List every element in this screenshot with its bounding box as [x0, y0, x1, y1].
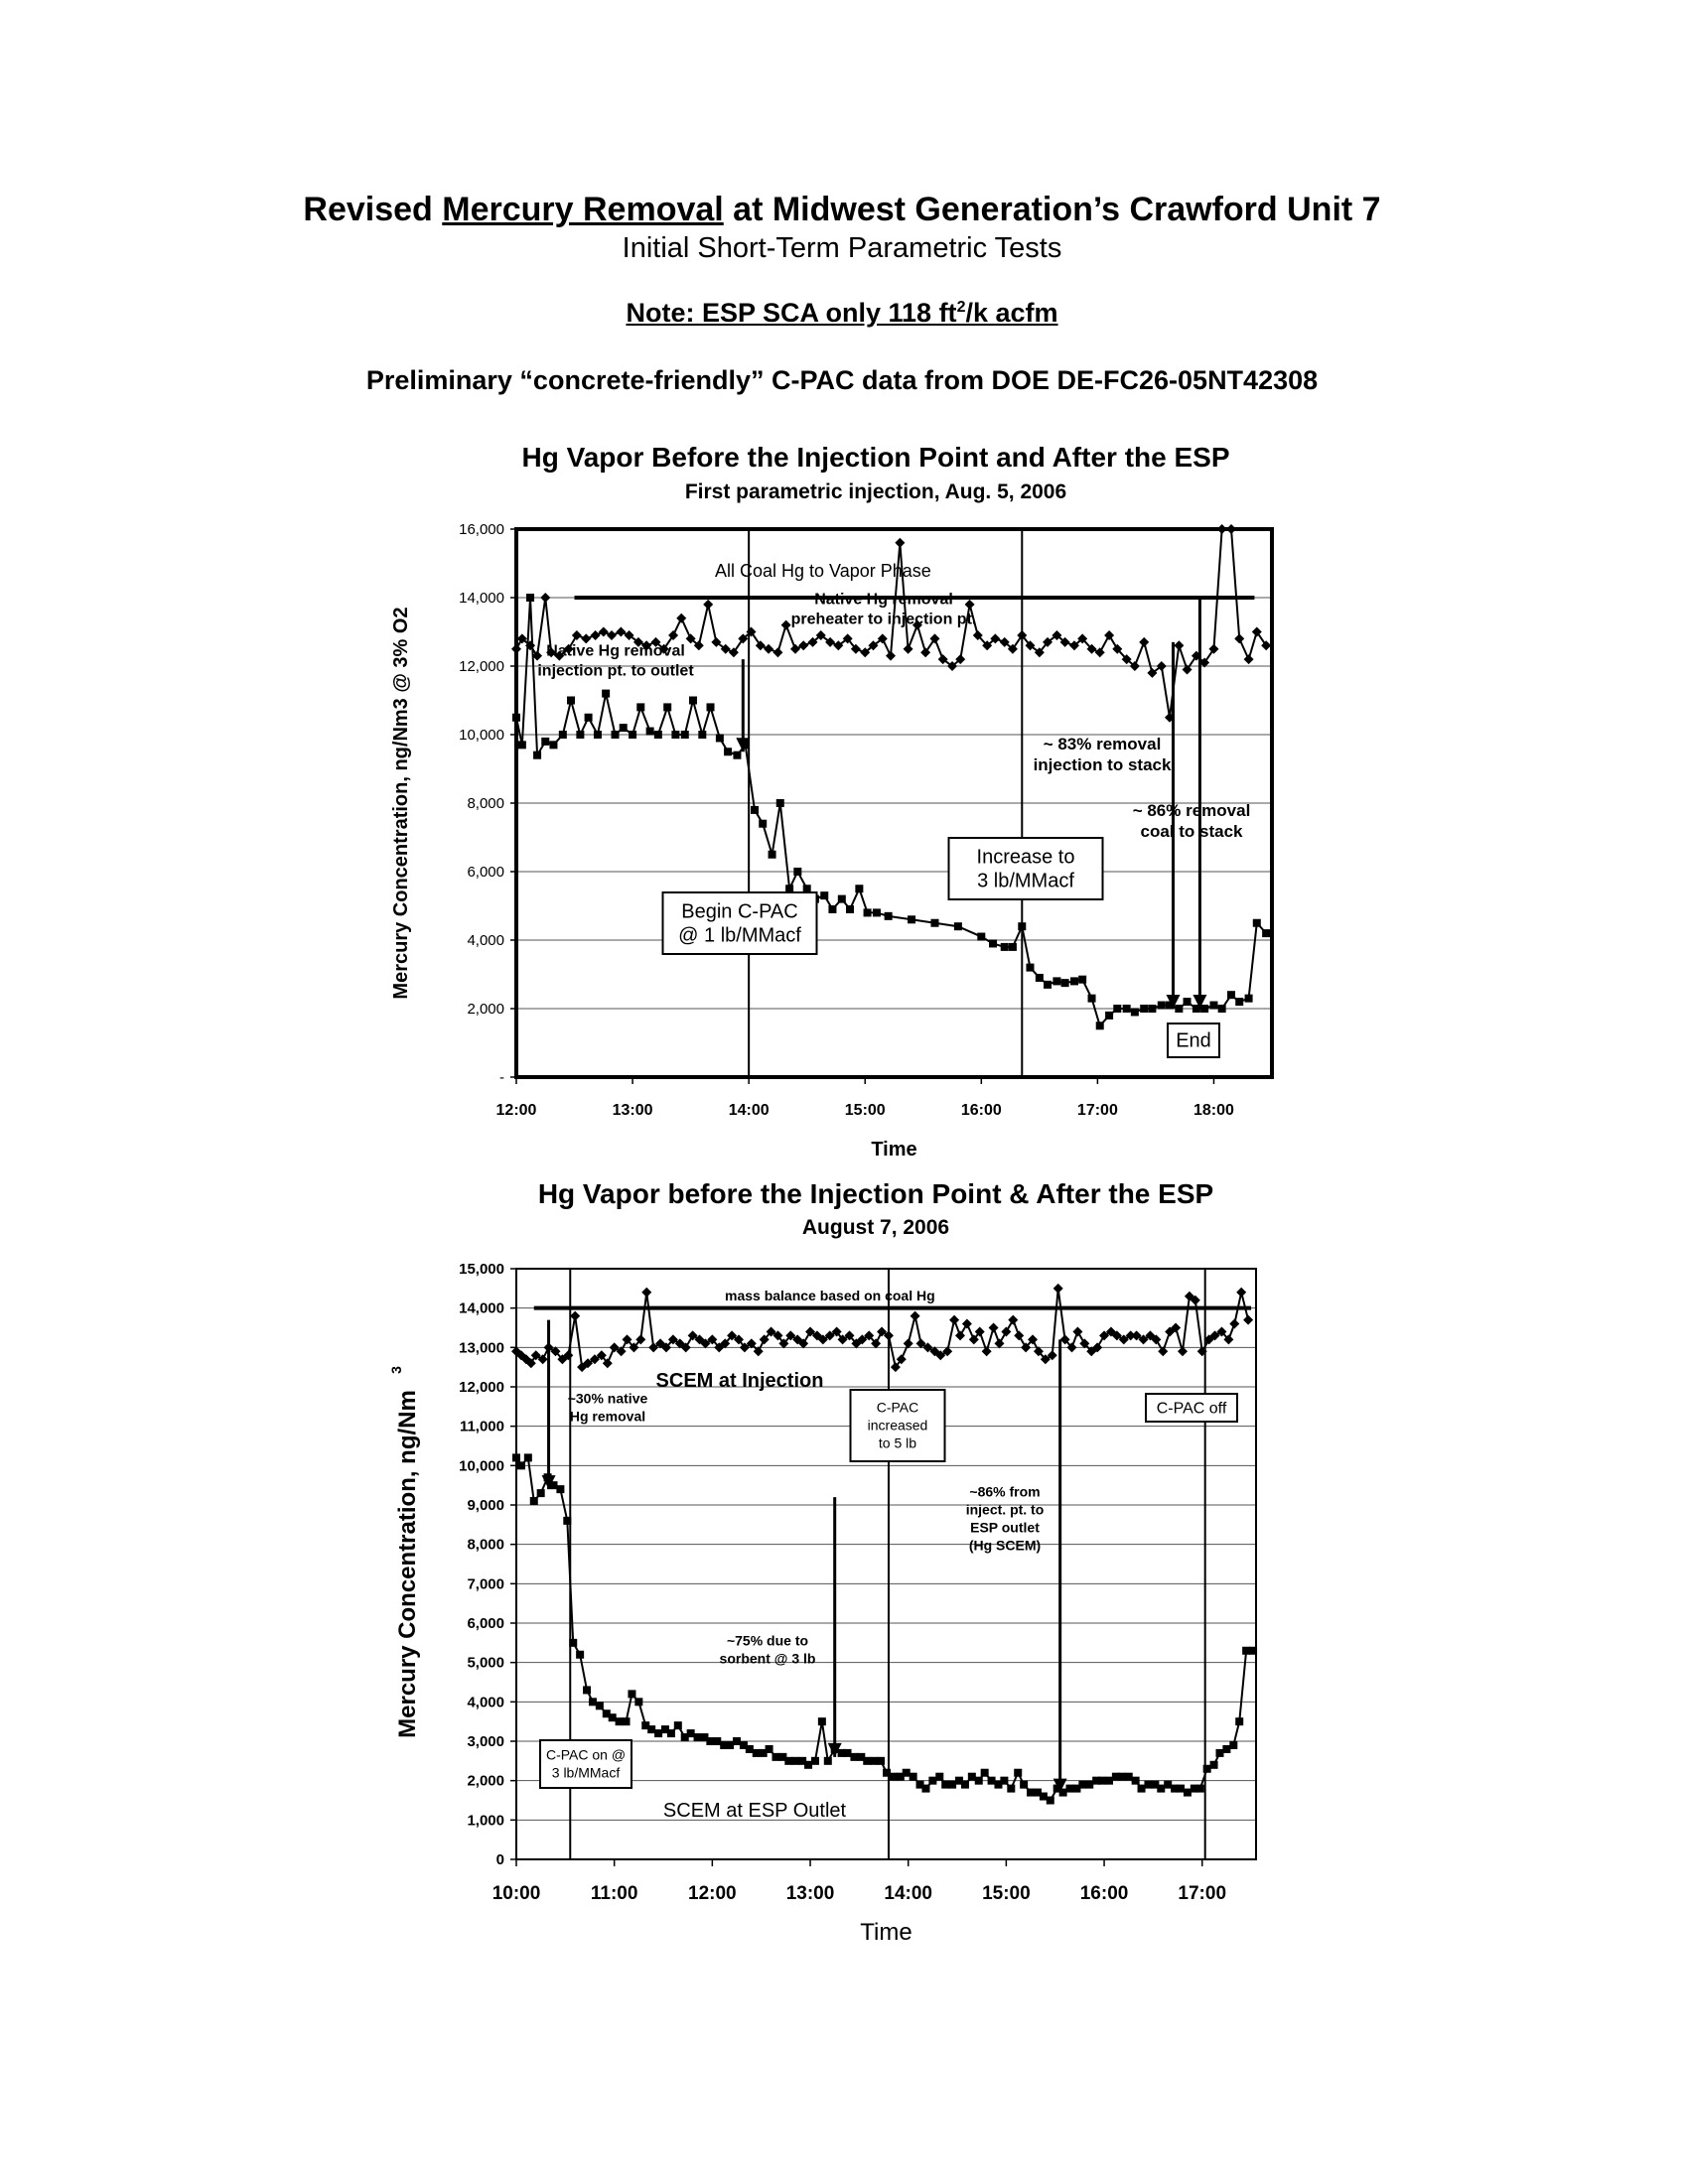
y-tick-label: 15,000 [459, 1261, 504, 1278]
note-pre: Note: ESP SCA only 118 ft [626, 298, 957, 328]
data-point-square [903, 1769, 911, 1777]
data-point-diamond [641, 1288, 651, 1297]
data-point-square [870, 1757, 878, 1765]
x-tick-label: 14:00 [728, 1102, 770, 1119]
annotation-line: Native Hg removal [546, 642, 685, 660]
annotation-text [720, 1633, 816, 1667]
data-point-square [1066, 1785, 1074, 1793]
data-point-square [1059, 1789, 1067, 1797]
y-tick-label: 14,000 [459, 1299, 504, 1317]
y-tick-label: 11,000 [459, 1418, 504, 1435]
x-tick-label: 15:00 [844, 1102, 886, 1119]
reference-line-label: mass balance based on coal Hg [725, 1288, 935, 1303]
annotation-line: C-PAC on @ [545, 1746, 627, 1763]
data-point-square [1078, 1781, 1086, 1789]
y-tick-label: 0 [495, 1851, 504, 1868]
y-tick-label: 1,000 [467, 1812, 504, 1830]
annotation-line: increased [867, 1417, 928, 1433]
data-point-square [948, 1781, 956, 1789]
data-point-square [1164, 1781, 1172, 1789]
data-point-square [589, 1698, 597, 1706]
y-axis-label-sup: 3 [388, 1366, 404, 1374]
annotation-line: injection pt. to outlet [537, 662, 694, 680]
data-point-square [824, 1757, 832, 1765]
data-point-square [524, 1453, 532, 1461]
annotation-line: inject. pt. to [965, 1501, 1045, 1518]
data-point-square [634, 1698, 642, 1706]
data-point-square [726, 1741, 734, 1749]
data-point-square [596, 1702, 604, 1709]
data-point-diamond [955, 1330, 965, 1340]
y-tick-label: 5,000 [467, 1654, 504, 1672]
data-point-square [733, 1737, 741, 1745]
y-tick-label: 7,000 [467, 1575, 504, 1593]
data-point-square [988, 1777, 996, 1785]
data-point-square [961, 1781, 969, 1789]
annotation-line: injection to stack [1033, 755, 1172, 775]
data-point-square [921, 1785, 929, 1793]
data-point-square [850, 1753, 858, 1761]
y-tick-label: 9,000 [467, 1497, 504, 1514]
data-point-square [1014, 1769, 1022, 1777]
data-point-square [530, 1497, 538, 1505]
data-point-diamond [962, 1319, 972, 1329]
data-point-square [694, 1733, 702, 1741]
data-point-square [941, 1781, 949, 1789]
annotation-line: ~ 83% removal [1043, 735, 1162, 754]
data-point-square [1177, 1785, 1185, 1793]
chart-title: Hg Vapor before the Injection Point & After the ESP [537, 1178, 1214, 1209]
x-tick-label: 13:00 [785, 1883, 835, 1904]
data-point-square [1138, 1785, 1146, 1793]
data-point-square [1215, 1749, 1223, 1757]
y-tick-label: 8,000 [467, 795, 504, 812]
data-point-square [1105, 1777, 1113, 1785]
y-tick-label: 12,000 [459, 1379, 504, 1396]
data-point-square [674, 1721, 682, 1729]
data-point-square [628, 1690, 635, 1698]
data-point-square [687, 1729, 695, 1737]
data-point-square [549, 1481, 557, 1489]
data-point-square [1184, 1789, 1192, 1797]
data-point-diamond [570, 1311, 580, 1321]
annotation-text [1157, 1400, 1227, 1417]
data-point-square [1210, 1761, 1218, 1769]
data-point-square [928, 1777, 936, 1785]
data-point-square [975, 1777, 983, 1785]
data-point-square [667, 1729, 675, 1737]
y-tick-label: 6,000 [467, 864, 504, 881]
data-point-square [804, 1761, 812, 1769]
title-post: at Midwest Generation’s Crawford Unit 7 [723, 191, 1381, 228]
data-point-square [1222, 1745, 1230, 1753]
data-point-diamond [1014, 1330, 1024, 1340]
data-point-diamond [1008, 1315, 1018, 1325]
y-tick-label: 16,000 [459, 521, 504, 538]
x-axis-label: Time [860, 1919, 912, 1946]
x-tick-label: 17:00 [1178, 1883, 1227, 1904]
preliminary-line: Preliminary “concrete-friendly” C-PAC data from DOE DE-FC26-05NT42308 [365, 365, 1319, 395]
chart-title: Hg Vapor Before the Injection Point and After the ESP [521, 442, 1230, 473]
x-tick-label: 18:00 [1193, 1102, 1234, 1119]
y-tick-label: 12,000 [459, 658, 504, 675]
data-point-square [818, 1717, 826, 1725]
data-point-square [811, 1757, 819, 1765]
data-point-square [1196, 1785, 1204, 1793]
data-point-square [935, 1773, 943, 1781]
series-label: SCEM at Injection [655, 1370, 824, 1392]
data-point-square [1020, 1781, 1028, 1789]
x-tick-label: 11:00 [590, 1883, 638, 1904]
data-point-square [844, 1749, 852, 1757]
y-tick-label: 4,000 [467, 1694, 504, 1711]
x-tick-label: 13:00 [612, 1102, 653, 1119]
data-point-square [1242, 1647, 1250, 1655]
data-point-diamond [1229, 1319, 1239, 1329]
data-point-diamond [1072, 1326, 1082, 1336]
x-tick-label: 12:00 [495, 1102, 537, 1119]
data-point-square [1000, 1777, 1008, 1785]
data-point-square [1229, 1741, 1237, 1749]
data-point-square [1157, 1785, 1165, 1793]
y-tick-label: 8,000 [467, 1536, 504, 1554]
x-tick-label: 16:00 [1079, 1883, 1129, 1904]
data-point-square [1040, 1793, 1048, 1801]
data-point-square [609, 1713, 617, 1721]
y-tick-label: 14,000 [459, 590, 504, 607]
y-tick-label: 4,000 [467, 932, 504, 949]
data-point-diamond [1236, 1288, 1246, 1297]
annotation-line: to 5 lb [878, 1434, 917, 1451]
data-point-diamond [949, 1315, 959, 1325]
data-point-square [1007, 1785, 1015, 1793]
data-point-square [784, 1757, 792, 1765]
data-point-square [654, 1729, 662, 1737]
data-point-square [1125, 1773, 1133, 1781]
y-tick-label: - [499, 1069, 504, 1086]
annotation-line: C-PAC off [1156, 1400, 1227, 1418]
annotation-line: preheater to injection pt. [790, 611, 977, 628]
annotation-line: ~86% from [969, 1483, 1041, 1500]
data-point-square [831, 1745, 839, 1753]
data-point-square [753, 1749, 761, 1757]
data-point-square [883, 1769, 891, 1777]
data-point-square [623, 1717, 631, 1725]
x-tick-label: 14:00 [884, 1883, 933, 1904]
note-post: /k acfm [965, 298, 1058, 328]
annotation-line: Begin C-PAC [681, 900, 798, 923]
data-point-square [713, 1737, 721, 1745]
data-point-square [1027, 1789, 1035, 1797]
data-point-square [1203, 1765, 1211, 1773]
annotation-line: @ 1 lb/MMacf [678, 924, 801, 947]
annotation-line: ~ 86% removal [1132, 801, 1251, 821]
data-point-square [1098, 1777, 1106, 1785]
data-point-diamond [1001, 1326, 1011, 1336]
x-tick-label: 10:00 [491, 1883, 541, 1904]
data-point-square [647, 1725, 655, 1733]
data-point-square [706, 1737, 714, 1745]
annotation-line: C-PAC [876, 1399, 919, 1416]
data-point-diamond [911, 1311, 920, 1321]
data-point-square [791, 1757, 799, 1765]
annotation-line: ESP outlet [970, 1519, 1040, 1536]
data-point-square [517, 1461, 525, 1469]
y-tick-label: 2,000 [467, 1001, 504, 1018]
annotation-line: ~75% due to [726, 1632, 809, 1649]
data-point-square [556, 1485, 564, 1493]
chart-subtitle: August 7, 2006 [801, 1216, 950, 1239]
data-point-square [877, 1757, 885, 1765]
annotation-line: End [1176, 1029, 1211, 1052]
annotation-text [568, 1391, 648, 1425]
annotation-line: 3 lb/MMacf [551, 1764, 621, 1781]
title-underlined: Mercury Removal [442, 191, 724, 228]
title-pre: Revised [303, 191, 443, 228]
data-point-square [890, 1773, 898, 1781]
x-tick-label: 15:00 [982, 1883, 1031, 1904]
data-point-square [772, 1753, 779, 1761]
annotation-line: 3 lb/MMacf [977, 870, 1074, 892]
data-point-square [910, 1773, 917, 1781]
y-tick-label: 3,000 [467, 1733, 504, 1750]
data-point-square [1144, 1781, 1152, 1789]
y-axis-label: Mercury Concentration, ng/Nm3 @ 3% O2 [390, 607, 412, 1000]
data-point-diamond [989, 1323, 999, 1333]
y-tick-label: 10,000 [459, 727, 504, 744]
data-point-square [968, 1773, 976, 1781]
x-axis-label: Time [871, 1139, 917, 1160]
data-point-square [1085, 1781, 1093, 1789]
annotation-text [966, 1484, 1045, 1554]
chart-subtitle: First parametric injection, Aug. 5, 2006 [684, 480, 1067, 503]
data-point-diamond [1243, 1315, 1253, 1325]
document-subtitle: Initial Short-Term Parametric Tests [622, 232, 1062, 264]
annotation-line: Increase to [976, 846, 1075, 869]
data-point-square [1235, 1717, 1243, 1725]
data-point-square [863, 1757, 871, 1765]
y-tick-label: 6,000 [467, 1615, 504, 1632]
annotation-line: (Hg SCEM) [968, 1537, 1042, 1554]
data-point-square [746, 1745, 754, 1753]
data-point-square [981, 1769, 989, 1777]
data-point-square [1132, 1777, 1140, 1785]
y-tick-label: 10,000 [459, 1457, 504, 1475]
y-tick-label: 13,000 [459, 1339, 504, 1357]
data-point-diamond [1053, 1284, 1063, 1294]
data-point-square [1047, 1797, 1054, 1805]
data-point-square [1118, 1773, 1126, 1781]
data-point-square [569, 1639, 577, 1647]
annotation-line: Native Hg removal [814, 591, 953, 609]
data-point-square [576, 1651, 584, 1659]
annotation-line: coal to stack [1140, 822, 1243, 842]
data-point-square [537, 1489, 545, 1497]
x-tick-label: 12:00 [688, 1883, 737, 1904]
data-point-square [616, 1717, 624, 1725]
series-label: SCEM at ESP Outlet [662, 1800, 847, 1822]
annotation-line: Hg removal [569, 1408, 646, 1425]
data-point-square [544, 1473, 552, 1481]
note-sup: 2 [956, 299, 966, 316]
data-point-square [766, 1745, 773, 1753]
annotation-line: sorbent @ 3 lb [719, 1650, 816, 1667]
data-point-square [563, 1517, 571, 1525]
y-axis-label: Mercury Concentration, ng/Nm [394, 1390, 421, 1738]
reference-line-label: All Coal Hg to Vapor Phase [715, 561, 931, 581]
x-tick-label: 16:00 [960, 1102, 1002, 1119]
annotation-line: ~30% native [567, 1390, 648, 1407]
data-point-square [583, 1686, 591, 1694]
y-tick-label: 2,000 [467, 1772, 504, 1790]
x-tick-label: 17:00 [1076, 1102, 1118, 1119]
